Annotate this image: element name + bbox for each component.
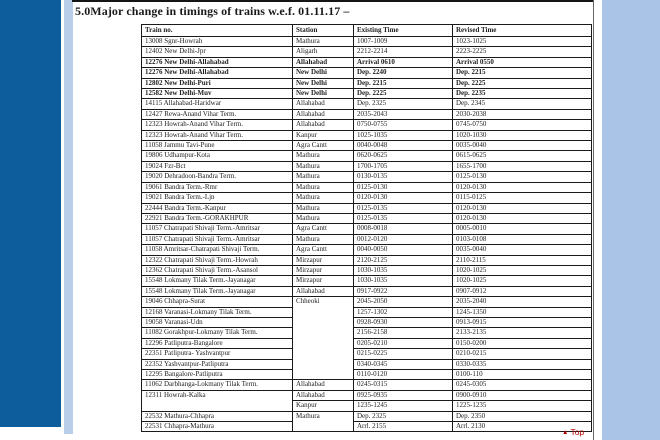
top-link-label: Top (570, 427, 585, 437)
revised-time-cell: Arrl. 2130 (453, 422, 592, 432)
table-row (142, 89, 592, 99)
train-cell: 15548 Lokmany Tilak Term.-Jayanagar (142, 276, 293, 286)
station-cell: Mathura (293, 203, 354, 213)
revised-time-cell: 0100-110 (453, 370, 592, 380)
revised-time-cell: 0035-0040 (453, 245, 592, 255)
existing-time-cell: 1007-1009 (354, 37, 453, 47)
revised-time-cell: 0125-0130 (453, 172, 592, 182)
station-cell: Mathura (293, 161, 354, 171)
table-row (142, 99, 592, 109)
revised-time-cell: 0913-0915 (453, 317, 592, 327)
existing-time-cell: 0125-0135 (354, 213, 453, 223)
revised-time-cell: Dep. 2345 (453, 99, 592, 109)
left-sidebar-dark (0, 0, 61, 427)
train-cell: 12295 Bangalore-Patliputra (142, 370, 293, 380)
revised-time-cell: Dep. 2350 (453, 411, 592, 421)
train-cell: 11082 Gorakhpur-Lokmany Tilak Term. (142, 328, 293, 338)
revised-time-cell: Dep. 2235 (453, 89, 592, 99)
train-cell: 19020 Dehradoon-Bandra Term. (142, 172, 293, 182)
table-row (142, 234, 592, 244)
table-row (142, 307, 592, 317)
revised-time-cell: 2110-2115 (453, 255, 592, 265)
train-cell: 12582 New Delhi-Muv (142, 89, 293, 99)
table-row (142, 213, 592, 223)
revised-time-cell: 0745-0750 (453, 120, 592, 130)
train-cell: 19061 Bandra Term.-Rmr (142, 182, 293, 192)
table-row (142, 161, 592, 171)
table-row (142, 182, 592, 192)
existing-time-cell: 0130-0135 (354, 172, 453, 182)
revised-time-cell: 1020-1025 (453, 265, 592, 275)
table-row (142, 130, 592, 140)
revised-time-cell: Arrival 0550 (453, 57, 592, 67)
existing-time-cell: 1025-1035 (354, 130, 453, 140)
train-cell: 12276 New Delhi-Allahabad (142, 57, 293, 67)
station-cell: Aligarh (293, 47, 354, 57)
revised-time-cell: 0120-0130 (453, 213, 592, 223)
existing-time-cell: 1700-1705 (354, 161, 453, 171)
revised-time-cell: 0120-0130 (453, 182, 592, 192)
back-to-top-link[interactable] (562, 427, 584, 437)
table-row (142, 370, 592, 380)
station-cell: New Delhi (293, 78, 354, 88)
revised-time-cell: 1655-1700 (453, 161, 592, 171)
table-row (142, 390, 592, 400)
existing-time-cell: 1257-1302 (354, 307, 453, 317)
table-row (142, 68, 592, 78)
station-cell: Mirzapur (293, 265, 354, 275)
revised-time-cell: 0005-0010 (453, 224, 592, 234)
table-row (142, 286, 592, 296)
existing-time-cell: 1030-1035 (354, 276, 453, 286)
existing-time-cell: Arrival 0610 (354, 57, 453, 67)
revised-time-cell: 2035-2040 (453, 297, 592, 307)
table-row (142, 265, 592, 275)
column-header-train-no: Train no. (142, 25, 293, 37)
existing-time-cell: 0040-0048 (354, 141, 453, 151)
train-cell: 15548 Lokmany Tilak Term.-Jayanagar (142, 286, 293, 296)
column-header-existing-time: Existing Time (354, 25, 453, 37)
existing-time-cell: 2120-2125 (354, 255, 453, 265)
station-cell: Mathura (293, 234, 354, 244)
revised-time-cell: 2030-2038 (453, 109, 592, 119)
train-cell: 13008 Sgnr-Howrah (142, 37, 293, 47)
station-cell: Mathura (293, 151, 354, 161)
revised-time-cell: 1020-1030 (453, 130, 592, 140)
table-row (142, 47, 592, 57)
table-row (142, 328, 592, 338)
revised-time-cell: 0035-0040 (453, 141, 592, 151)
station-cell: Allahabad (293, 120, 354, 130)
column-header-revised-time: Revised Time (453, 25, 592, 37)
revised-time-cell: 1225-1235 (453, 401, 592, 411)
train-cell: 12802 New Delhi-Puri (142, 78, 293, 88)
existing-time-cell: 2156-2158 (354, 328, 453, 338)
revised-time-cell: 1020-1025 (453, 276, 592, 286)
up-arrow-icon: ▲ (562, 429, 569, 436)
content-right-border (593, 0, 594, 440)
existing-time-cell: 2212-2214 (354, 47, 453, 57)
train-cell: 12168 Varanasi-Lokmany Tilak Term. (142, 307, 293, 317)
existing-time-cell: Arrl. 2155 (354, 422, 453, 432)
station-cell: Allahabad (293, 109, 354, 119)
train-cell: 19058 Varanasi-Udn (142, 317, 293, 327)
revised-time-cell: 0115-0125 (453, 193, 592, 203)
station-cell: Allahabad (293, 380, 354, 390)
station-cell: Mirzapur (293, 255, 354, 265)
revised-time-cell: 0245-0305 (453, 380, 592, 390)
table-row (142, 57, 592, 67)
station-cell: Mathura (293, 37, 354, 47)
train-cell: 12311 Howrah-Kalka (142, 390, 293, 411)
existing-time-cell: 2035-2043 (354, 109, 453, 119)
train-cell: 12323 Howrah-Anand Vihar Term. (142, 130, 293, 140)
train-cell: 14115 Allahabad-Haridwar (142, 99, 293, 109)
train-cell: 12322 Chatrapati Shivaji Term.-Howrah (142, 255, 293, 265)
existing-time-cell: 0917-0922 (354, 286, 453, 296)
train-timings-table (141, 24, 592, 432)
revised-time-cell: 1245-1350 (453, 307, 592, 317)
existing-time-cell: 0340-0345 (354, 359, 453, 369)
revised-time-cell: 0120-0130 (453, 203, 592, 213)
existing-time-cell: 0120-0130 (354, 193, 453, 203)
right-panel (602, 0, 660, 440)
revised-time-cell: 0907-0912 (453, 286, 592, 296)
table-row (142, 120, 592, 130)
station-cell: Agra Cantt (293, 245, 354, 255)
existing-time-cell: 1030-1035 (354, 265, 453, 275)
train-cell: 11057 Chatrapati Shivaji Term.-Amritsar (142, 234, 293, 244)
station-cell: Chheoki (293, 297, 354, 380)
existing-time-cell: Dep. 2325 (354, 411, 453, 421)
station-cell: Mirzapur (293, 276, 354, 286)
existing-time-cell: 0008-0018 (354, 224, 453, 234)
train-cell: 12276 New Delhi-Allahabad (142, 68, 293, 78)
table-row (142, 255, 592, 265)
table-header-row (142, 25, 592, 37)
existing-time-cell: 0750-0755 (354, 120, 453, 130)
train-cell: 22351 Patliputra- Yashvantpur (142, 349, 293, 359)
existing-time-cell: 0040-0050 (354, 245, 453, 255)
train-cell: 11058 Amritsar-Chatrapati Shivaji Term. (142, 245, 293, 255)
revised-time-cell: 0210-0215 (453, 349, 592, 359)
train-cell: 19024 Fzr-Bct (142, 161, 293, 171)
revised-time-cell: 0103-0108 (453, 234, 592, 244)
station-cell: Mathura (293, 411, 354, 432)
table-row (142, 224, 592, 234)
station-cell: Agra Cantt (293, 224, 354, 234)
table-row (142, 349, 592, 359)
train-cell: 12296 Patliputra-Bangalore (142, 338, 293, 348)
revised-time-cell: 2133-2135 (453, 328, 592, 338)
content-top-border (72, 0, 593, 2)
existing-time-cell: Dep. 2225 (354, 89, 453, 99)
table-row (142, 422, 592, 432)
revised-time-cell: 2223-2225 (453, 47, 592, 57)
station-cell: Kanpur (293, 130, 354, 140)
station-cell: Mathura (293, 182, 354, 192)
existing-time-cell: 0012-0120 (354, 234, 453, 244)
station-cell: Kanpur (293, 401, 354, 411)
station-cell: Allahabad (293, 286, 354, 296)
table-row (142, 359, 592, 369)
table-row (142, 193, 592, 203)
table-row (142, 411, 592, 421)
train-cell: 22532 Mathura-Chhapra (142, 411, 293, 421)
revised-time-cell: 0615-0625 (453, 151, 592, 161)
revised-time-cell: Dep. 2215 (453, 68, 592, 78)
station-cell: New Delhi (293, 68, 354, 78)
table-row (142, 151, 592, 161)
train-cell: 22444 Bandra Term.-Kanpur (142, 203, 293, 213)
left-sidebar-light-strip (64, 0, 73, 434)
table-row (142, 109, 592, 119)
table-row (142, 380, 592, 390)
existing-time-cell: 1235-1245 (354, 401, 453, 411)
revised-time-cell: 0150-0200 (453, 338, 592, 348)
revised-time-cell: Dep. 2225 (453, 78, 592, 88)
table-row (142, 141, 592, 151)
train-cell: 19806 Udhampur-Kota (142, 151, 293, 161)
table-row (142, 37, 592, 47)
existing-time-cell: 0125-0135 (354, 203, 453, 213)
train-cell: 22921 Bandra Term.-GORAKHPUR (142, 213, 293, 223)
revised-time-cell: 0900-0910 (453, 390, 592, 400)
station-cell: New Delhi (293, 89, 354, 99)
table-row (142, 245, 592, 255)
existing-time-cell: 0620-0625 (354, 151, 453, 161)
station-cell: Allahabad (293, 99, 354, 109)
table-row (142, 78, 592, 88)
column-header-station: Station (293, 25, 354, 37)
train-cell: 22352 Yashvantpur-Patliputra (142, 359, 293, 369)
train-cell: 22531 Chhapra-Mathura (142, 422, 293, 432)
table-row (142, 297, 592, 307)
train-cell: 12427 Rewa-Anand Vihar Term. (142, 109, 293, 119)
revised-time-cell: 0330-0335 (453, 359, 592, 369)
table-row (142, 338, 592, 348)
train-cell: 12323 Howrah-Anand Vihar Term. (142, 120, 293, 130)
table-row (142, 203, 592, 213)
revised-time-cell: 1023-1025 (453, 37, 592, 47)
existing-time-cell: 2045-2050 (354, 297, 453, 307)
existing-time-cell: 0245-0315 (354, 380, 453, 390)
train-cell: 19046 Chhapra-Surat (142, 297, 293, 307)
station-cell: Allahabad (293, 390, 354, 400)
train-cell: 12402 New Delhi-Jpr (142, 47, 293, 57)
train-cell: 19021 Bandra Term.-Ljn (142, 193, 293, 203)
existing-time-cell: Dep. 2325 (354, 99, 453, 109)
existing-time-cell: Dep. 2240 (354, 68, 453, 78)
train-cell: 12362 Chatrapati Shivaji Term.-Asansol (142, 265, 293, 275)
station-cell: Mathura (293, 213, 354, 223)
existing-time-cell: 0125-0130 (354, 182, 453, 192)
existing-time-cell: 0110-0120 (354, 370, 453, 380)
train-cell: 11058 Jammu Tavi-Pune (142, 141, 293, 151)
table-row (142, 317, 592, 327)
page-title: 5.0Major change in timings of trains w.e.f. 01.11.17 – (75, 4, 350, 18)
table-body (142, 37, 592, 432)
table-row (142, 276, 592, 286)
station-cell: Mathura (293, 172, 354, 182)
existing-time-cell: 0215-0225 (354, 349, 453, 359)
train-cell: 11062 Darbhanga-Lokmany Tilak Term. (142, 380, 293, 390)
existing-time-cell: Dep. 2215 (354, 78, 453, 88)
train-cell: 11057 Chatrapati Shivaji Term.-Amritsar (142, 224, 293, 234)
station-cell: Mathura (293, 193, 354, 203)
existing-time-cell: 0928-0930 (354, 317, 453, 327)
station-cell: Allahabad (293, 57, 354, 67)
table-row (142, 172, 592, 182)
existing-time-cell: 0205-0210 (354, 338, 453, 348)
existing-time-cell: 0925-0935 (354, 390, 453, 400)
station-cell: Agra Cantt (293, 141, 354, 151)
